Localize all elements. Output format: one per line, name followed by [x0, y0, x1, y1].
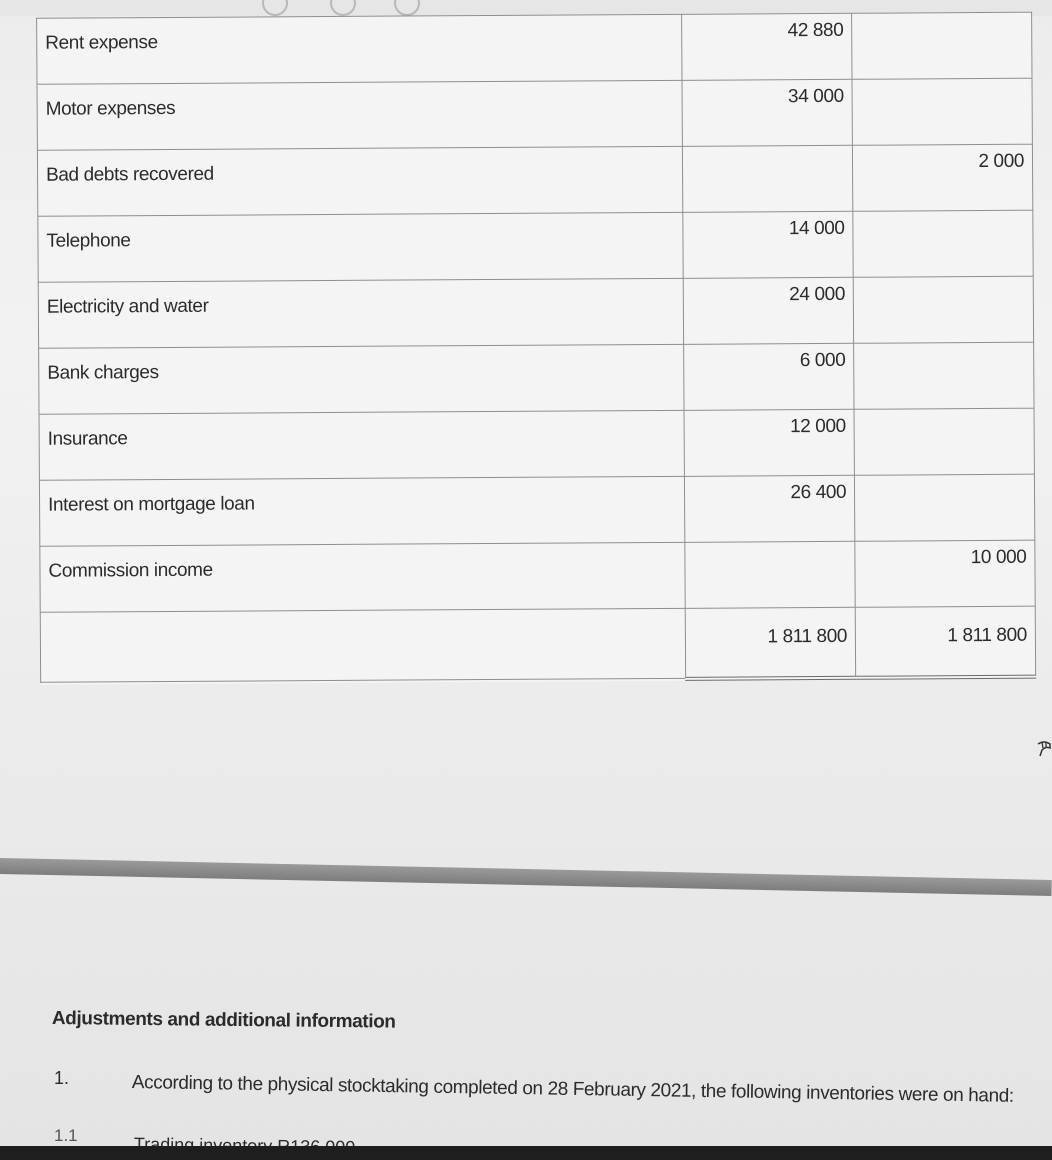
credit-cell	[853, 210, 1033, 277]
row-label: Interest on mortgage loan	[39, 476, 685, 546]
debit-cell	[685, 541, 855, 608]
credit-cell: 2 000	[853, 144, 1033, 211]
row-label: Electricity and water	[38, 278, 684, 348]
debit-cell: 14 000	[683, 211, 853, 278]
table-row	[37, 144, 1032, 216]
row-label: Commission income	[40, 542, 686, 612]
row-label: Bad debts recovered	[37, 146, 683, 216]
table-row	[37, 12, 1032, 84]
debit-cell: 34 000	[682, 79, 852, 146]
debit-total: 1 811 800	[686, 607, 856, 678]
bottom-shadow	[0, 1146, 1052, 1160]
totals-label-cell	[40, 608, 686, 682]
row-label: Bank charges	[39, 344, 685, 414]
row-label: Insurance	[39, 410, 685, 480]
table-row	[38, 210, 1033, 282]
table-row	[39, 474, 1034, 546]
table-row	[39, 408, 1034, 480]
debit-cell: 12 000	[684, 409, 854, 476]
debit-cell: 24 000	[684, 277, 854, 344]
item-number: 1.	[54, 1068, 70, 1088]
debit-cell	[683, 145, 853, 212]
credit-cell	[854, 408, 1034, 475]
adjustments-heading: Adjustments and additional information	[51, 1008, 396, 1033]
sub-item-number: 1.1	[54, 1126, 78, 1145]
credit-cell	[852, 12, 1032, 79]
table-row	[40, 540, 1035, 612]
credit-cell: 10 000	[855, 540, 1035, 607]
totals-row	[40, 606, 1035, 682]
hand-cursor-icon	[1036, 738, 1052, 762]
trial-balance-table	[36, 12, 1036, 685]
row-label: Telephone	[38, 212, 684, 282]
table-row	[38, 276, 1033, 348]
debit-cell: 6 000	[684, 343, 854, 410]
row-label: Motor expenses	[37, 80, 683, 150]
debit-cell: 26 400	[685, 475, 855, 542]
credit-total: 1 811 800	[855, 606, 1035, 677]
credit-cell	[854, 342, 1034, 409]
credit-cell	[853, 276, 1033, 343]
table-row	[37, 78, 1032, 150]
item-text: According to the physical stocktaking completed on 28 February 2021, the following inventories were on hand:	[131, 1072, 1014, 1107]
table-row	[39, 342, 1034, 414]
debit-cell: 42 880	[682, 13, 852, 80]
row-label: Rent expense	[37, 14, 683, 84]
credit-cell	[852, 78, 1032, 145]
credit-cell	[855, 474, 1035, 541]
